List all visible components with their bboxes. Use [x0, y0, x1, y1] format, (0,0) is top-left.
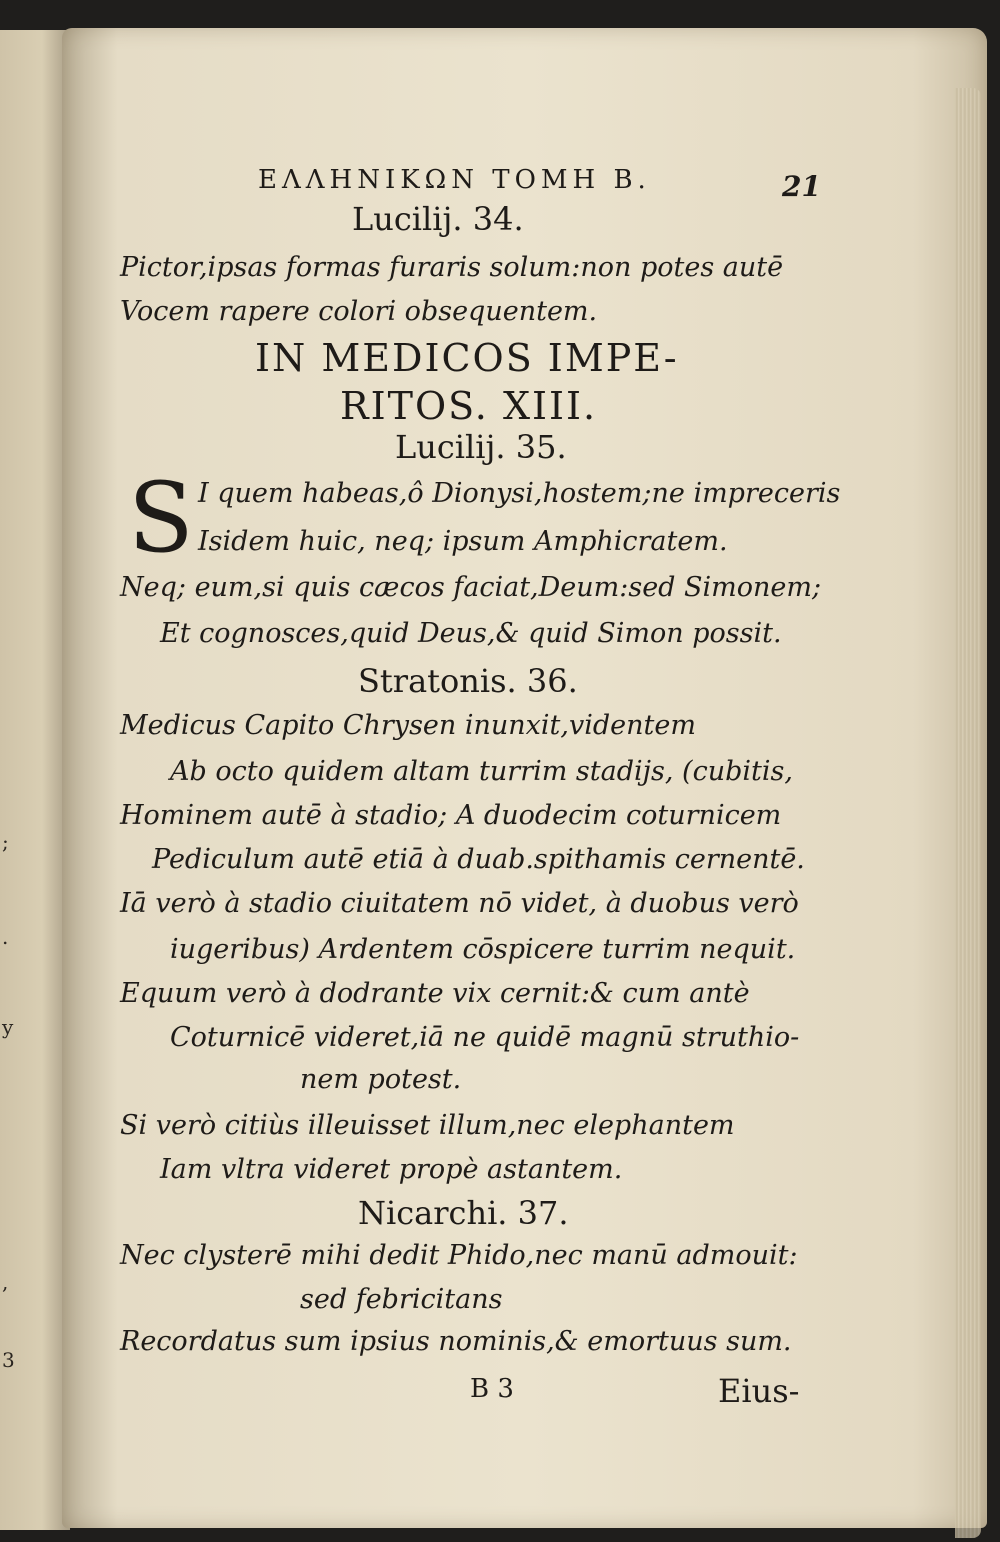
- catchword: Eius-: [718, 1372, 800, 1410]
- margin-mark: 3: [2, 1348, 15, 1372]
- author-heading: Lucilij. 34.: [352, 200, 524, 238]
- folio-number: 21: [782, 170, 821, 203]
- verse-line: Isidem huic, neq; ipsum Amphicratem.: [198, 526, 728, 557]
- verse-line: Hominem autē à stadio; A duodecim coturnicem: [120, 800, 782, 831]
- drop-capital: S: [128, 462, 194, 574]
- verse-line: Vocem rapere colori obsequentem.: [120, 296, 598, 327]
- verse-line: Equum verò à dodrante vix cernit:& cum antè: [120, 978, 750, 1009]
- section-title: RITOS. XIII.: [340, 384, 598, 428]
- page-edges: [955, 88, 981, 1538]
- margin-mark: y: [2, 1015, 14, 1039]
- verse-line: iugeribus) Ardentem cōspicere turrim nequit.: [170, 934, 796, 965]
- verse-line: Pictor,ipsas formas furaris solum:non potes autē: [120, 252, 784, 283]
- author-heading: Lucilij. 35.: [395, 428, 567, 466]
- verse-line: Recordatus sum ipsius nominis,& emortuus sum.: [120, 1326, 792, 1357]
- facing-page-edge: [0, 30, 70, 1530]
- running-title: ΕΛΛΗΝΙΚΩΝ ΤΟΜΗ Β.: [258, 165, 651, 195]
- verse-line: Medicus Capito Chrysen inunxit,videntem: [120, 710, 696, 741]
- verse-line: Iā verò à stadio ciuitatem nō videt, à duobus verò: [120, 888, 799, 919]
- verse-line: Pediculum autē etiā à duab.spithamis cernentē.: [152, 844, 805, 875]
- author-heading: Nicarchi. 37.: [358, 1194, 569, 1232]
- margin-mark: .: [2, 925, 9, 949]
- verse-line: nem potest.: [300, 1064, 462, 1095]
- verse-line: sed febricitans: [300, 1284, 503, 1315]
- margin-mark: ;: [2, 830, 9, 854]
- signature-mark: B 3: [470, 1374, 514, 1404]
- verse-line: Et cognosces,quid Deus,& quid Simon possit.: [160, 618, 782, 649]
- verse-line: Iam vltra videret propè astantem.: [160, 1154, 623, 1185]
- verse-line: Nec clysterē mihi dedit Phido,nec manū admouit:: [120, 1240, 798, 1271]
- verse-line: Neq; eum,si quis cæcos faciat,Deum:sed Simonem;: [120, 572, 822, 603]
- verse-line: I quem habeas,ô Dionysi,hostem;ne impreceris: [198, 478, 841, 509]
- verse-line: Ab octo quidem altam turrim stadijs, (cubitis,: [170, 756, 793, 787]
- margin-mark: ,: [2, 1270, 9, 1294]
- verse-line: Si verò citiùs illeuisset illum,nec elephantem: [120, 1110, 735, 1141]
- verse-line: Coturnicē videret,iā ne quidē magnū struthio-: [170, 1022, 800, 1053]
- author-heading: Stratonis. 36.: [358, 662, 578, 700]
- section-title: IN MEDICOS IMPE-: [255, 336, 679, 380]
